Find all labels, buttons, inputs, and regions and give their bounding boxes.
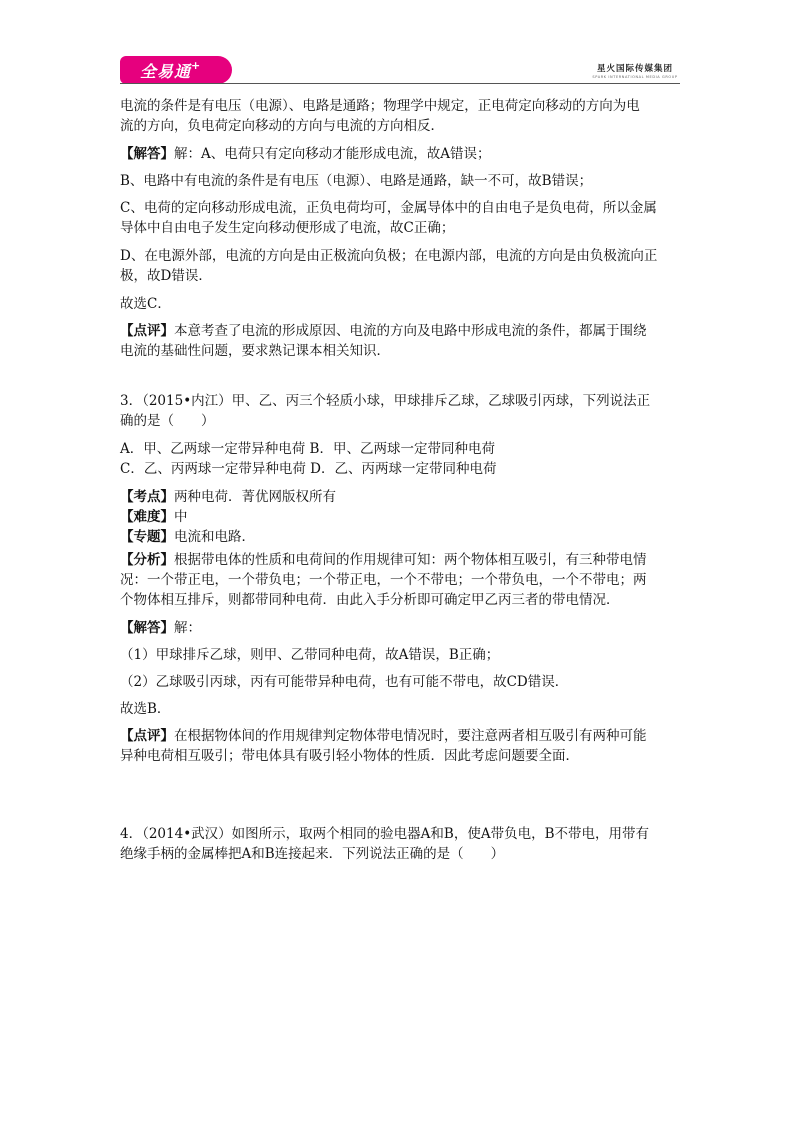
company-name-cn: 星火国际传媒集团 <box>596 64 673 74</box>
page-header <box>0 0 800 95</box>
company-name-en: SPARK INTERNATIONAL MEDIA GROUP <box>592 75 678 79</box>
q2-analysis-tail: 电流的条件是有电压（电源）、电路是通路；物理学中规定，正电荷定向移动的方向为电 流的方向，负电荷定向移动的方向与电流的方向相反． <box>120 98 640 134</box>
header-divider <box>120 83 680 84</box>
q3-options <box>120 439 690 479</box>
q3-analysis: 【分析】根据带电体的性质和电荷间的作用规律可知：两个物体相互吸引，有三种带电情 况：一个带正电，一个带负电；一个带正电，一个不带电；一个带负电，一个不带电；两 个物体相互排斥，则都带同种电荷．由此入手分析即可确定甲乙丙三者的带电情况． <box>120 552 647 608</box>
q2-choice: 故选C． <box>120 296 171 312</box>
q3-stem: 3．（2015•内江）甲、乙、丙三个轻质小球，甲球排斥乙球，乙球吸引丙球，下列说法正 确的是（ ） <box>120 393 651 429</box>
comment-tag: 【点评】 <box>120 323 174 339</box>
q3-step-2: （2）乙球吸引丙球，丙有可能带异种电荷，也有可能不带电，故CD错误． <box>120 674 569 690</box>
q3-options-ab: A．甲、乙两球一定带异种电荷 B．甲、乙两球一定带同种电荷 <box>120 441 495 457</box>
q3-choice: 故选B． <box>120 701 171 717</box>
q2-answer: 【解答】解：A、电荷只有定向移动才能形成电流，故A错误； <box>120 146 491 162</box>
q3-step-1: （1）甲球排斥乙球，则甲、乙带同种电荷，故A错误，B正确； <box>120 647 500 663</box>
company-name <box>590 62 680 79</box>
q3-answer: 【解答】解： <box>120 620 201 636</box>
q3-knowledge-point: 【考点】两种电荷．菁优网版权所有 <box>120 489 336 505</box>
document-body <box>120 96 690 864</box>
q2-comment: 【点评】本意考查了电流的形成原因、电流的方向及电路中形成电流的条件，都属于围绕 电流的基础性问题，要求熟记课本相关知识． <box>120 323 647 359</box>
q3-topic: 【专题】电流和电路． <box>120 529 255 545</box>
q3-comment: 【点评】在根据物体间的作用规律判定物体带电情况时，要注意两者相互吸引有两种可能 异种电荷相互吸引；带电体具有吸引轻小物体的性质．因此考虑问题要全面． <box>120 728 647 764</box>
q2-option-b-analysis: B、电路中有电流的条件是有电压（电源）、电路是通路，缺一不可，故B错误； <box>120 173 593 189</box>
q3-options-cd: C．乙、丙两球一定带异种电荷 D．乙、丙两球一定带同种电荷 <box>120 461 497 477</box>
answer-tag: 【解答】 <box>120 146 174 162</box>
q2-option-d-analysis: D、在电源外部，电流的方向是由正极流向负极；在电源内部，电流的方向是由负极流向正 极，故D错误． <box>120 248 658 284</box>
brand-logo-text: 全易通+ <box>140 59 202 81</box>
q2-option-c-analysis: C、电荷的定向移动形成电流，正负电荷均可，金属导体中的自由电子是负电荷，所以金属 导体中自由电子发生定向移动便形成了电流，故C正确； <box>120 200 657 236</box>
q3-difficulty: 【难度】中 <box>120 509 188 525</box>
q4-stem: 4．（2014•武汉）如图所示，取两个相同的验电器A和B，使A带负电，B不带电，用带有 绝缘手柄的金属棒把A和B连接起来．下列说法正确的是（ ） <box>120 826 649 862</box>
